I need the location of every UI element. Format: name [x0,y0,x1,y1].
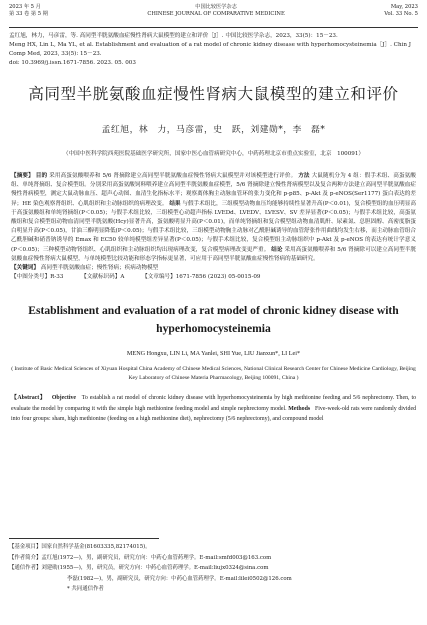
doi: doi: 10.3969/j.issn.1671-7856. 2023. 05. 003 [9,60,136,66]
abstract-cn-label: 【摘要】 [11,173,34,179]
abstract-cn-methods-label: 方法 [298,173,310,179]
running-header [9,0,418,26]
abstract-en-methods-label: Methods [288,405,311,412]
header-date-cn: 2023 年 5 月 [9,4,41,10]
affiliation-cn: （中国中医科学院西苑医院基础医学研究所，国家中医心血管病研究中心，中药药理北京市重点实验室，北京 100091） [62,151,365,157]
header-left [9,4,48,18]
classification-line [9,273,418,282]
citation-cn: 孟红旭，林力，马彦雷，等. 高同型半胱氨酸血症慢性肾病大鼠模型的建立和评价［J］. 中国比较医学杂志，2023，33(5)：15－23. [9,33,338,39]
abstract-cn-conclusions: 采用高蛋氨酸喂养和 5/6 肾摘除可以建立高同型半胱氨酸血症慢性肾病大鼠模型，与单纯模型比较功能和形态学指标更显著，可应用于高同型半胱氨酸血症慢性肾病的基础研究。 [11,246,417,262]
abstract-en [9,393,418,424]
abstract-cn-objective: 采用高蛋氨酸喂养和 5/6 肾摘除建立高同型半胱氨酸血症慢性肾病大鼠模型并对该模型进行评价。 [49,173,297,179]
abstract-cn-methods: 大鼠随机分为 4 组：假手术组、高蛋氨酸组、单纯肾摘组、复合模型组。分别采用高蛋氨酸饲料喂养建立高同型半胱氨酸血症模型，5/6 肾摘除建立慢性肾病模型以及复合两种方法建立高同型半胱氨酸血症慢性肾病模型，测定大鼠动脉血压、超声心动图、血清生化指标水平；观察离体胸主动脉血管环的张力变化和 p-p85、p-Akt 及 p-eNOS(Ser1177) 蛋白表达的差异；HE 染色观察肾组织、心肌组织和主动脉组织的病理改变。 [11,173,416,207]
footnote-funding: 【基金项目】国家自然科学基金(81603335,82174015)。 [9,544,151,550]
footnotes [9,538,418,595]
title-en: Establishment and evaluation of a rat model of chronic kidney disease with hyperhomocysteinemia [28,304,399,336]
abstract-cn-objective-label: 目的 [35,173,48,179]
clc-number: 【中图分类号】R-33 [11,274,64,281]
document-code: 【文献标识码】A [81,274,125,281]
footnote-corresponding-2: 李磊(1982—)，男，副研究员，研究方向：中药心血管药理学。E-mail:lilei0502@126.com [67,575,292,582]
footnote-corresponding-1: 【通信作者】刘建勋(1955—)，男，研究员，研究方向：中药心血管药理学。E-mail:liujx0324@sina.com [9,565,269,571]
article-number: 【文章编号】1671-7856 (2023) 05-0015-09 [142,274,261,281]
abstract-cn-results-label: 结果 [169,200,181,207]
citation-block [9,32,418,68]
footnote-author-bio: 【作者简介】孟红旭(1972—)，男，副研究员，研究方向：中药心血管药理学。E-mail:smfd003@163.com [9,554,272,561]
header-center [48,4,384,18]
citation-en: Meng HX, Lin L, Ma YL, et al. Establishment and evaluation of a rat model of chronic kidney disease with hyperhomocysteinemia［J］. Chin J Comp Med, 2023, 33(5): 15－23. [9,42,411,57]
authors-cn: 孟红旭，林 力，马彦雷，史 跃，刘建勋*，李 磊* [101,125,326,135]
footnote-co-corresponding: * 共同通信作者 [67,586,104,592]
header-date-en: May, 2023 [390,4,418,10]
abstract-cn [9,172,418,264]
journal-name-en: CHINESE JOURNAL OF COMPARATIVE MEDICINE [147,11,285,18]
authors-en: MENG Hongxu, LIN Li, MA Yanlei, SHI Yue, LIU Jianxun*, LI Lei* [126,350,301,358]
abstract-cn-results: 与假手术组比，三组模型动物血压均能够持续性显著升高(P＜0.01)，复合模型组的血压明显高于高蛋氨酸组和单纯肾摘组(P＜0.05)；与假手术组比较，三组模型心动超声指标 LVEDd、LVEDV、LVESV、SV 差异显著(P＜0.05)；与假手术组比较，高蛋氨酸组和复合模型组动物血清同型半胱氨酸(Hcy)显著升高，蛋氨酸明显升高(P＜0.01)，而单纯肾摘组和复合模型组动物血清肌酐、尿素氮、总胆固醇、高密度脂蛋白明显升高(P＜0.05)，甘油三酯明显降低(P＜0.05)；与假手术组比较，三组模型动物胸主动脉对乙酰胆碱诱导的血管舒张作用曲线均发生右移，而主动脉血管组合乙酰胆碱和硝普钠诱导的 Emax 和 EC50 较单纯模型组差异显著(P＜0.05)；与假手术组比较，复合模型组主动脉组织中 p-Akt 及 p-eNOS 的表达有统计学意义(P＜0.05)；三种模型动物肾组织、心肌组织和主动脉组织均出现病理改变，复合模型病理改变更严重。 [11,200,416,253]
footnote-rule [9,538,159,539]
keywords-text: 高同型半胱氨酸血症；慢性肾病；疾病动物模型 [40,265,159,272]
header-right [384,4,418,18]
abstract-en-methods: Five-week-old rats were randomly divided into four groups: sham, high methionine (feeding on a high methionine diet), nephrectomy (5/6 nephrectomy), and compound model [11,405,417,423]
abstract-cn-conclusions-label: 结论 [271,246,283,253]
abstract-en-objective: To establish a rat model of chronic kidney disease with hyperhomocysteinemia by high methionine feeding and 5/6 nephrectomy. Then, to evaluate the model by comparing it with the simple high methionine feeding model and simple nephrectomy model. [11,395,417,412]
header-volume-cn: 第 33 卷 第 5 期 [9,11,48,18]
abstract-en-objective-label: Objective [51,395,77,402]
header-rule [9,27,418,28]
title-cn: 高同型半胱氨酸血症慢性肾病大鼠模型的建立和评价 [28,85,399,103]
affiliation-en: ( Institute of Basic Medical Sciences of Xiyuan Hospital China Academy of Chinese Medical Sciences, National Clinical Research Center for Chinese Medicine Cardiology, Beijing Key Laboratory of Chinese Materia Pharmacology, Beijing 100091, China ) [11,366,416,382]
journal-name-cn: 中国比较医学杂志 [195,4,237,10]
keywords-cn [9,264,418,273]
header-volume-en: Vol. 33 No. 5 [384,11,418,18]
abstract-en-label: 【Abstract】 [11,395,47,402]
keywords-label: 【关键词】 [11,265,39,272]
